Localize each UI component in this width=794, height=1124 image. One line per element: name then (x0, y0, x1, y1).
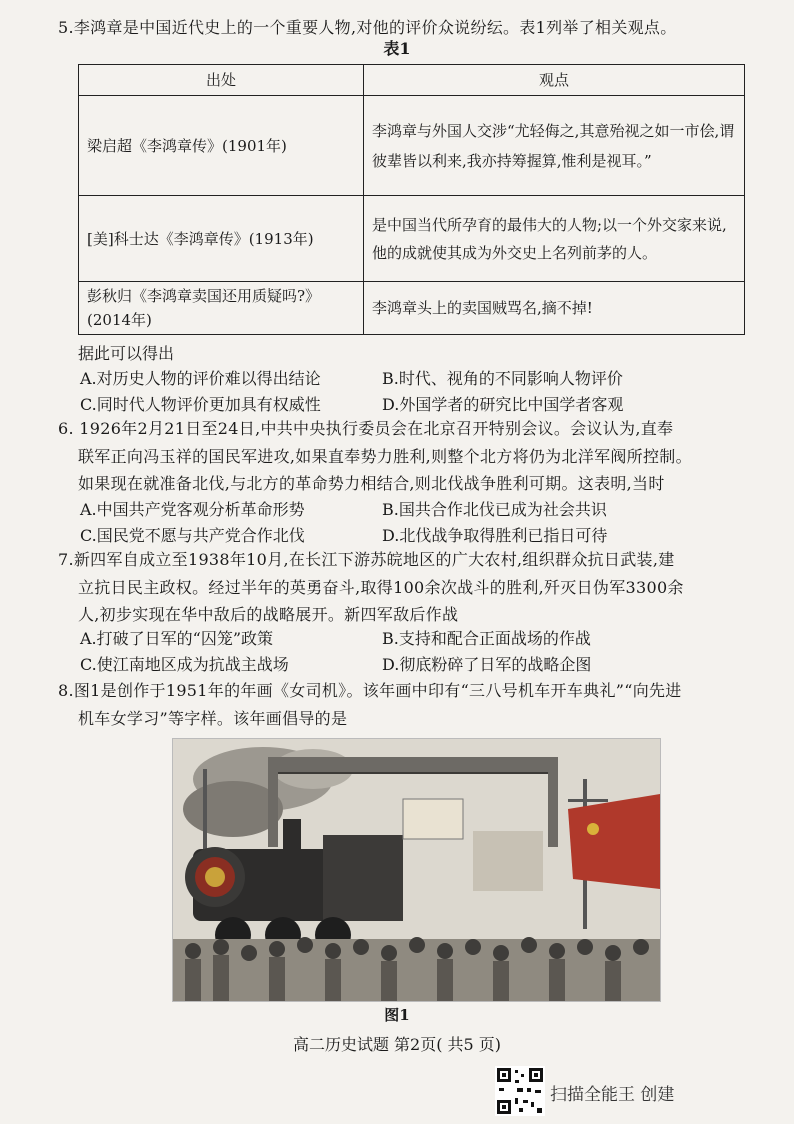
q5-stem: 5.李鸿章是中国近代史上的一个重要人物,对他的评价众说纷纭。表1列举了相关观点。 (58, 18, 677, 37)
q7-line3: 人,初步实现在华中敌后的战略展开。新四军敌后作战 (78, 605, 459, 624)
table-title: 表1 (383, 39, 411, 58)
q6-line1: 6. 1926年2月21日至24日,中共中央执行委员会在北京召开特别会议。会议认为,直奉 (58, 419, 674, 438)
table-row (79, 282, 745, 335)
qr-code-icon (495, 1066, 545, 1116)
q7-line1: 7.新四军自成立至1938年10月,在长江下游苏皖地区的广大农村,组织群众抗日武装,建 (58, 550, 675, 569)
header-source: 出处 (79, 65, 364, 96)
figure-caption: 图1 (384, 1006, 410, 1024)
q7-option-b: B.支持和配合正面战场的作战 (382, 629, 591, 648)
row3-view: 李鸿章头上的卖国贼骂名,摘不掉! (364, 282, 745, 335)
table-row (79, 96, 745, 196)
q7-option-a: A.打破了日军的“囚笼”政策 (80, 629, 274, 648)
q7-line2: 立抗日民主政权。经过半年的英勇奋斗,取得100余次战斗的胜利,歼灭日伪军3300余 (78, 578, 684, 597)
q5-option-b: B.时代、视角的不同影响人物评价 (382, 369, 623, 388)
q5-option-c: C.同时代人物评价更加具有权威性 (80, 395, 321, 414)
header-view: 观点 (364, 65, 745, 96)
q5-option-d: D.外国学者的研究比中国学者客观 (382, 395, 624, 414)
row2-view: 是中国当代所孕育的最伟大的人物;以一个外交家来说,他的成就使其成为外交史上名列前茅的人。 (364, 196, 745, 282)
q6-line2: 联军正向冯玉祥的国民军进攻,如果直奉势力胜利,则整个北方将仍为北洋军阀所控制。 (78, 447, 692, 466)
table-header-row (79, 65, 745, 96)
viewpoint-table (78, 64, 745, 335)
q7-option-c: C.使江南地区成为抗战主战场 (80, 655, 289, 674)
page-footer: 高二历史试题 第2页( 共5 页) (292, 1035, 502, 1054)
table-row (79, 196, 745, 282)
q5-lead: 据此可以得出 (78, 344, 175, 363)
row3-source: 彭秋归《李鸿章卖国还用质疑吗?》(2014年) (79, 282, 364, 335)
q8-line1: 8.图1是创作于1951年的年画《女司机》。该年画中印有“三八号机车开车典礼”“向先进 (58, 681, 682, 700)
q6-option-a: A.中国共产党客观分析革命形势 (80, 500, 305, 519)
q6-line3: 如果现在就准备北伐,与北方的革命势力相结合,则北伐战争胜利可期。这表明,当时 (78, 474, 665, 493)
q6-option-b: B.国共合作北伐已成为社会共识 (382, 500, 607, 519)
new-year-painting-figure (172, 738, 661, 1002)
locomotive-crowd-illustration (173, 739, 660, 1001)
scanner-watermark: 扫描全能王 创建 (550, 1085, 675, 1105)
row1-source: 梁启超《李鸿章传》(1901年) (79, 96, 364, 196)
q6-option-d: D.北伐战争取得胜利已指日可待 (382, 526, 608, 545)
q7-option-d: D.彻底粉碎了日军的战略企图 (382, 655, 592, 674)
q6-option-c: C.国民党不愿与共产党合作北伐 (80, 526, 305, 545)
row2-source: [美]科士达《李鸿章传》(1913年) (79, 196, 364, 282)
row1-view: 李鸿章与外国人交涉“尤轻侮之,其意殆视之如一市侩,谓彼辈皆以利来,我亦持筹握算,惟利是视耳。” (364, 96, 745, 196)
q5-option-a: A.对历史人物的评价难以得出结论 (80, 369, 321, 388)
q8-line2: 机车女学习”等字样。该年画倡导的是 (78, 709, 348, 728)
